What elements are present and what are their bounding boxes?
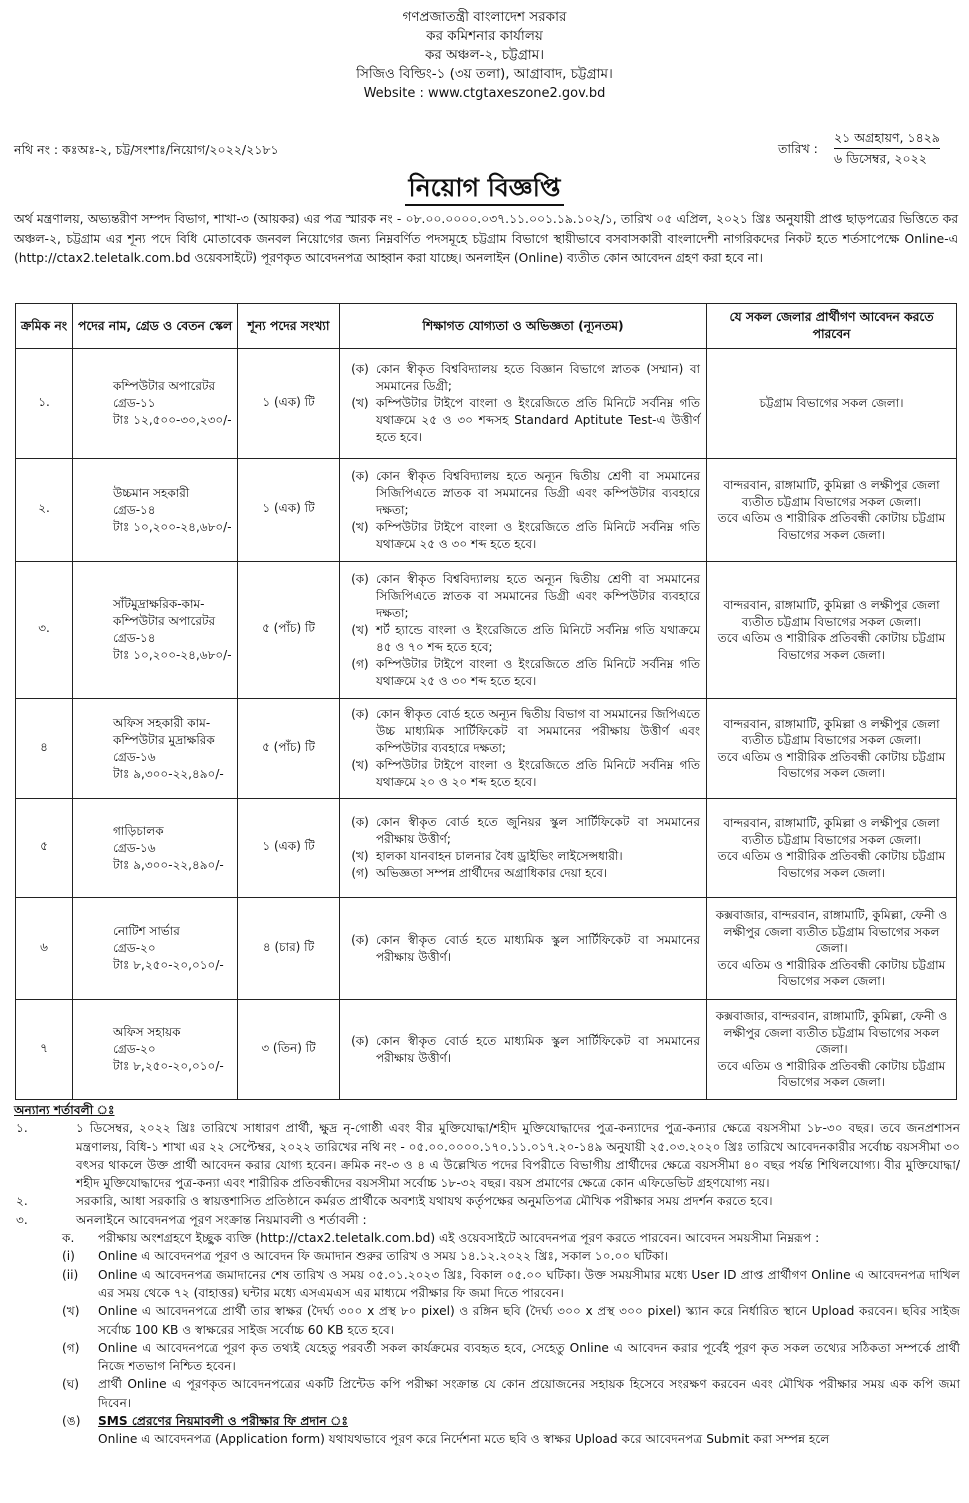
table-row [16,459,957,562]
row-serial: ৪ [16,699,73,799]
intro-paragraph: অর্থ মন্ত্রণালয়, অভ্যন্তরীণ সম্পদ বিভাগ, শাখা-৩ (আয়কর) এর পত্র স্মারক নং - ০৮.০০.০০০০.০৩৭.১১.০০১.১৯.১০২/১, তারিখ ০৫ এপ্রিল, ২০২১ খ্রিঃ অনুযায়ী প্রাপ্ত ছাড়পত্রের ভিত্তিতে কর অঞ্চল-২, চট্টগ্রাম এর শূন্য পদে বিধি মোতাবেক জনবল নিয়োগের জন্য নিম্নবর্ণিত পদসমূহে চট্টগ্রাম বিভাগে স্থায়ীভাবে বসবাসকারী বাংলাদেশী নাগরিকদের নিকট হতে শর্তসাপেক্ষে Online-এ (http://ctax2.teletalk.com.bd ওয়েবসাইটে) পূরণকৃত আবেদনপত্র আহ্বান করা যাচ্ছে। অনলাইন (Online) ব্যতীত কোন আবেদন গ্রহণ করা হবে না। [14,212,958,265]
pay-scale: টাঃ ৯,৩০০-২২,৪৯০/- [113,766,224,781]
vacancy-count: ১ (এক) টি [238,799,340,898]
govt-name: গণপ্রজাতন্ত্রী বাংলাদেশ সরকার [402,9,567,25]
qualification-cell [340,699,707,799]
qualification-item: (ক) কোন স্বীকৃত বোর্ড হতে মাধ্যমিক স্কুল সার্টিফিকেট বা সমমানের পরীক্ষায় উত্তীর্ণ। [351,932,700,964]
post-cell [73,349,238,459]
notice-title [0,168,969,211]
post-grade: গ্রেড-১৬ [113,840,156,855]
date-label: তারিখ : [778,141,818,156]
qualification-item: (ক) কোন স্বীকৃত বোর্ড হতে জুনিয়র স্কুল সার্টিফিকেট বা সমমানের পরীক্ষায় উত্তীর্ণ; [351,815,700,846]
col-districts: যে সকল জেলার প্রার্থীগণ আবেদন করতে পারবেন [707,304,957,349]
col-post: পদের নাম, গ্রেড ও বেতন স্কেল [73,304,238,349]
post-grade: গ্রেড-২০ [113,1042,156,1056]
date-english: ৬ ডিসেম্বর, ২০২২ [834,151,927,166]
eligible-districts: বান্দরবান, রাঙ্গামাটি, কুমিল্লা ও লক্ষীপুর জেলা ব্যতীত চট্টগ্রাম বিভাগের সকল জেলা। তবে এতিম ও শারীরিক প্রতিবন্ধী কোটায় চট্টগ্রাম বিভাগের সকল জেলা। [707,699,957,799]
table-row [16,1000,957,1100]
sub-condition-item: (ঘ) প্রার্থী Online এ পূরণকৃত আবেদনপত্রের একটি প্রিন্টেড কপি পরীক্ষা সংক্রান্ত যে কোন প্রয়োজনের সহায়ক হিসেবে সংরক্ষণ করবেন এবং মৌখিক পরীক্ষার সময় এক কপি জমা দিবেন। [62,1377,960,1410]
qualification-item: (গ) অভিজ্ঞতা সম্পন্ন প্রার্থীদের অগ্রাধিকার দেয়া হবে। [351,866,608,880]
post-name: অফিস সহায়ক [113,1025,181,1039]
post-cell [73,1000,238,1100]
post-grade: গ্রেড-২০ [113,941,156,955]
col-serial: ক্রমিক নং [16,304,73,349]
post-grade: গ্রেড-১৪ [113,631,156,645]
sms-heading: SMS প্রেরণের নিয়মাবলী ও পরীক্ষার ফি প্রদান ঃ [98,1414,348,1429]
pay-scale: টাঃ ৮,২৫০-২০,০১০/- [113,1059,224,1073]
table-row [16,562,957,699]
qualification-item: (গ) কম্পিউটার টাইপে বাংলা ও ইংরেজিতে প্রতি মিনিটে সর্বনিম্ন গতি যথাক্রমে ২৫ ও ৩০ শব্দ হতে হবে। [351,656,700,688]
table-row [16,799,957,898]
notice-title-text: নিয়োগ বিজ্ঞপ্তি [405,173,565,206]
qualification-item: (ক) কোন স্বীকৃত বিশ্ববিদ্যালয় হতে অন্যূন দ্বিতীয় শ্রেণী বা সমমানের সিজিপিএতে স্নাতক বা সমমানের ডিগ্রী এবং কম্পিউটার ব্যবহারে দক্ষতা; [351,468,700,517]
qualification-cell [340,799,707,898]
condition-item: ১. ১ ডিসেম্বর, ২০২২ খ্রিঃ তারিখে সাধারণ প্রার্থী, ক্ষুদ্র নৃ-গোষ্ঠী এবং বীর মুক্তিযোদ্ধা/শহীদ মুক্তিযোদ্ধাদের পুত্র-কন্যাদের পুত্র-কন্যার ক্ষেত্রে বয়সসীমা ১৮-৩০ বছর। তবে জনপ্রশাসন মন্ত্রণালয়, বিধি-১ শাখা এর ২২ সেপ্টেম্বর, ২০২২ তারিখের নথি নং - ০৫.০০.০০০০.১৭০.১১.০১৭.২০-১৪৯ অনুযায়ী ২৫.০৩.২০২০ খ্রিঃ তারিখে আবেদনকারীর সর্বোচ্চ বয়সসীমা ৩০ বৎসর থাকলে উক্ত প্রার্থী আবেদন করার যোগ্য হবেন। ক্রমিক নং-৩ ও ৪ এ উল্লেখিত পদের বিপরীতে বিভাগীয় প্রার্থীদের ক্ষেত্রে বয়সসীমা ৪০ বছর পর্যন্ত শিথিলযোগ্য। বীর মুক্তিযোদ্ধা/শহীদ মুক্তিযোদ্ধাদের পুত্র-কন্যা এবং শারীরিক প্রতিবন্ধীদের বয়সসীমা সর্বোচ্চ ১৮-৩২ বছর। বয়স প্রমাণের ক্ষেত্রে কোন এফিডেভিট গ্রহণযোগ্য নয়। [16,1121,960,1191]
reference-row [14,128,954,172]
memo-number: নথি নং : কঃঅঃ-২, চট্ট/সংশাঃ/নিয়োগ/২০২২/২১৮১ [14,142,279,157]
post-name: অফিস সহকারী কাম-কম্পিউটার মুদ্রাক্ষরিক [113,715,215,747]
vacancy-count: ৩ (তিন) টি [238,1000,340,1100]
table-header-row [16,304,957,349]
post-name: গাড়িচালক [113,823,164,838]
eligible-districts: কক্সবাজার, বান্দরবান, রাঙ্গামাটি, কুমিল্লা, ফেনী ও লক্ষীপুর জেলা ব্যতীত চট্টগ্রাম বিভাগের সকল জেলা। তবে এতিম ও শারীরিক প্রতিবন্ধী কোটায় চট্টগ্রাম বিভাগের সকল জেলা। [707,1000,957,1100]
sub-condition-item: (i) Online এ আবেদনপত্র পূরণ ও আবেদন ফি জমাদান শুরুর তারিখ ও সময় ১৪.১২.২০২২ খ্রিঃ, সকাল ১০.০০ ঘটিকা। [62,1249,669,1264]
post-cell [73,699,238,799]
vacancy-count: ৫ (পাঁচ) টি [238,562,340,699]
posts-table [15,303,957,1100]
office-name: কর কমিশনার কার্যালয় [426,28,543,44]
conditions-heading: অন্যান্য শর্তাবলী ঃ [14,1103,115,1117]
qualification-item: (ক) কোন স্বীকৃত বিশ্ববিদ্যালয় হতে বিজ্ঞান বিভাগে স্নাতক (সম্মান) বা সমমানের ডিগ্রী; [351,362,700,393]
post-cell [73,898,238,1000]
qualification-item: (ক) কোন স্বীকৃত বোর্ড হতে মাধ্যমিক স্কুল সার্টিফিকেট বা সমমানের পরীক্ষায় উত্তীর্ণ। [351,1033,700,1065]
qualification-item: (ক) কোন স্বীকৃত বোর্ড হতে অন্যূন দ্বিতীয় বিভাগ বা সমমানের জিপিএতে উচ্চ মাধ্যমিক সার্টিফিকেট বা সমমানের পরীক্ষায় উত্তীর্ণ এবং কম্পিউটার ব্যবহারে দক্ষতা; [351,707,700,755]
sub-condition-item: (খ) Online এ আবেদনপত্রে প্রার্থী তার স্বাক্ষর (দৈর্ঘ্য ৩০০ x প্রস্থ ৮০ pixel) ও রঙ্গিন ছবি (দৈর্ঘ্য ৩০০ x প্রস্থ ৩০০ pixel) স্ক্যান করে নির্ধারিত স্থানে Upload করবেন। ছবির সাইজ সর্বোচ্চ 100 KB ও স্বাক্ষরের সাইজ সর্বোচ্চ 60 KB হতে হবে। [62,1304,960,1337]
qualification-cell [340,898,707,1000]
row-serial: ১. [16,349,73,459]
qualification-cell [340,349,707,459]
post-cell [73,562,238,699]
eligible-districts: চট্টগ্রাম বিভাগের সকল জেলা। [707,349,957,459]
eligible-districts: বান্দরবান, রাঙ্গামাটি, কুমিল্লা ও লক্ষীপুর জেলা ব্যতীত চট্টগ্রাম বিভাগের সকল জেলা। তবে এতিম ও শারীরিক প্রতিবন্ধী কোটায় চট্টগ্রাম বিভাগের সকল জেলা। [707,799,957,898]
condition-item: ৩. অনলাইনে আবেদনপত্র পূরণ সংক্রান্ত নিয়মাবলী ও শর্তাবলী : [16,1212,367,1227]
post-cell [73,799,238,898]
qualification-item: (ক) কোন স্বীকৃত বিশ্ববিদ্যালয় হতে অন্যূন দ্বিতীয় শ্রেণী বা সমমানের সিজিপিএতে স্নাতক বা সমমানের ডিগ্রী এবং কম্পিউটার ব্যবহারে দক্ষতা; [351,571,700,620]
eligible-districts: বান্দরবান, রাঙ্গামাটি, কুমিল্লা ও লক্ষীপুর জেলা ব্যতীত চট্টগ্রাম বিভাগের সকল জেলা। তবে এতিম ও শারীরিক প্রতিবন্ধী কোটায় চট্টগ্রাম বিভাগের সকল জেলা। [707,459,957,562]
row-serial: ৬ [16,898,73,1000]
sms-text: Online এ আবেদনপত্র (Application form) যথাযথভাবে পূরণ করে নির্দেশনা মতে ছবি ও স্বাক্ষর Upload করে আবেদনপত্র Submit করা সম্পন্ন হলে [98,1432,830,1447]
vacancy-count: ১ (এক) টি [238,349,340,459]
other-conditions [14,1101,960,1449]
office-header [0,0,969,103]
sms-rules-item: (ঙ) SMS প্রেরণের নিয়মাবলী ও পরীক্ষার ফি প্রদান ঃ Online এ আবেদনপত্র (Application form) যথাযথভাবে পূরণ করে নির্দেশনা মতে ছবি ও স্বাক্ষর Upload করে আবেদনপত্র Submit করা সম্পন্ন হলে [62,1414,830,1447]
date-values [834,128,940,168]
qualification-cell [340,1000,707,1100]
table-row [16,349,957,459]
qualification-item: (খ) কম্পিউটার টাইপে বাংলা ও ইংরেজিতে প্রতি মিনিটে সর্বনিম্ন গতি যথাক্রমে ২৫ ও ৩০ শব্দসহ Standard Aptitute Test-এ উত্তীর্ণ হতে হবে। [351,396,700,444]
pay-scale: টাঃ ৯,৩০০-২২,৪৯০/- [113,857,224,872]
website-link[interactable]: Website : www.ctgtaxeszone2.gov.bd [363,86,606,101]
row-serial: ৭ [16,1000,73,1100]
eligible-districts: কক্সবাজার, বান্দরবান, রাঙ্গামাটি, কুমিল্লা, ফেনী ও লক্ষীপুর জেলা ব্যতীত চট্টগ্রাম বিভাগের সকল জেলা। তবে এতিম ও শারীরিক প্রতিবন্ধী কোটায় চট্টগ্রাম বিভাগের সকল জেলা। [707,898,957,1000]
office-address: সিজিও বিল্ডিং-১ (৩য় তলা), আগ্রাবাদ, চট্টগ্রাম। [356,66,613,82]
post-grade: গ্রেড-১১ [113,396,156,410]
row-serial: ৩. [16,562,73,699]
condition-item: ২. সরকারি, আধা সরকারি ও স্বায়ত্তশাসিত প্রতিষ্ঠানে কর্মরত প্রার্থীকে অবশ্যই যথাযথ কর্তৃপক্ষের অনুমতিপত্র মৌখিক পরীক্ষার সময় প্রদর্শন করতে হবে। [16,1194,773,1209]
post-grade: গ্রেড-১৬ [113,749,156,764]
post-name: সাঁটমুদ্রাক্ষরিক-কাম-কম্পিউটার অপারেটর [113,597,216,628]
vacancy-count: ৫ (পাঁচ) টি [238,699,340,799]
sub-condition-item: (ii) Online এ আবেদনপত্র জমাদানের শেষ তারিখ ও সময় ০৫.০১.২০২৩ খ্রিঃ, বিকাল ০৫.০০ ঘটিকা। উক্ত সময়সীমার মধ্যে User ID প্রাপ্ত প্রার্থীগণ Online এ আবেদনপত্র দাখিল এর সময় থেকে ৭২ (বাহাত্তর) ঘন্টার মধ্যে এসএমএস এর মাধ্যমে পরীক্ষার ফি জমা দিতে পারবেন। [62,1267,960,1300]
eligible-districts: বান্দরবান, রাঙ্গামাটি, কুমিল্লা ও লক্ষীপুর জেলা ব্যতীত চট্টগ্রাম বিভাগের সকল জেলা। তবে এতিম ও শারীরিক প্রতিবন্ধী কোটায় চট্টগ্রাম বিভাগের সকল জেলা। [707,562,957,699]
row-serial: ২. [16,459,73,562]
zone-name: কর অঞ্চল-২, চট্টগ্রাম। [424,47,545,63]
sub-condition-item: (গ) Online এ আবেদনপত্রে পূরণ কৃত তথ্যই যেহেতু পরবর্তী সকল কার্যক্রমের ব্যবহৃত হবে, সেহেতু Online এ আবেদন করার পূর্বেই পূরণ কৃত সকল তথ্যের সঠিকতা সম্পর্কে প্রার্থী নিজে শতভাগ নিশ্চিত হবেন। [62,1340,960,1374]
pay-scale: টাঃ ১০,২০০-২৪,৬৮০/- [113,519,232,534]
qualification-item: (খ) কম্পিউটার টাইপে বাংলা ও ইংরেজিতে প্রতি মিনিটে সর্বনিম্ন গতি যথাক্রমে ২০ ও ২০ শব্দ হতে হবে। [351,758,700,789]
pay-scale: টাঃ ১২,৫০০-৩০,২৩০/- [113,413,232,427]
vacancy-count: ৪ (চার) টি [238,898,340,1000]
qualification-item: (খ) হালকা যানবাহন চালনার বৈধ ড্রাইভিং লাইসেন্সধারী। [351,849,623,863]
qualification-item: (খ) কম্পিউটার টাইপে বাংলা ও ইংরেজিতে প্রতি মিনিটে সর্বনিম্ন গতি যথাক্রমে ২৫ ও ৩০ শব্দ হতে হবে। [351,519,700,551]
sub-condition-item: ক. পরীক্ষায় অংশগ্রহণে ইচ্ছুক ব্যক্তি (http://ctax2.teletalk.com.bd) এই ওয়েবসাইটে আবেদনপত্র পূরণ করতে পারবেন। আবেদন সময়সীমা নিম্নরূপ : [62,1231,820,1246]
qualification-cell [340,459,707,562]
pay-scale: টাঃ ৮,২৫০-২০,০১০/- [113,958,224,972]
pay-scale: টাঃ ১০,২০০-২৪,৬৮০/- [113,648,232,662]
post-name: নোটিশ সার্ভার [113,924,180,938]
col-qualification: শিক্ষাগত যোগ্যতা ও অভিজ্ঞতা (ন্যূনতম) [340,304,707,349]
date-bangla: ২১ অগ্রহায়ণ, ১৪২৯ [834,128,940,149]
post-name: কম্পিউটার অপারেটর [113,379,216,393]
qualification-item: (খ) শর্ট হ্যান্ডে বাংলা ও ইংরেজিতে প্রতি মিনিটে সর্বনিম্ন গতি যথাক্রমে ৪৫ ও ৭০ শব্দ হতে হবে; [351,622,700,654]
table-row [16,898,957,1000]
post-grade: গ্রেড-১৪ [113,502,156,517]
row-serial: ৫ [16,799,73,898]
vacancy-count: ১ (এক) টি [238,459,340,562]
col-vacancy: শূন্য পদের সংখ্যা [238,304,340,349]
qualification-cell [340,562,707,699]
post-name: উচ্চমান সহকারী [113,485,190,500]
table-row [16,699,957,799]
post-cell [73,459,238,562]
